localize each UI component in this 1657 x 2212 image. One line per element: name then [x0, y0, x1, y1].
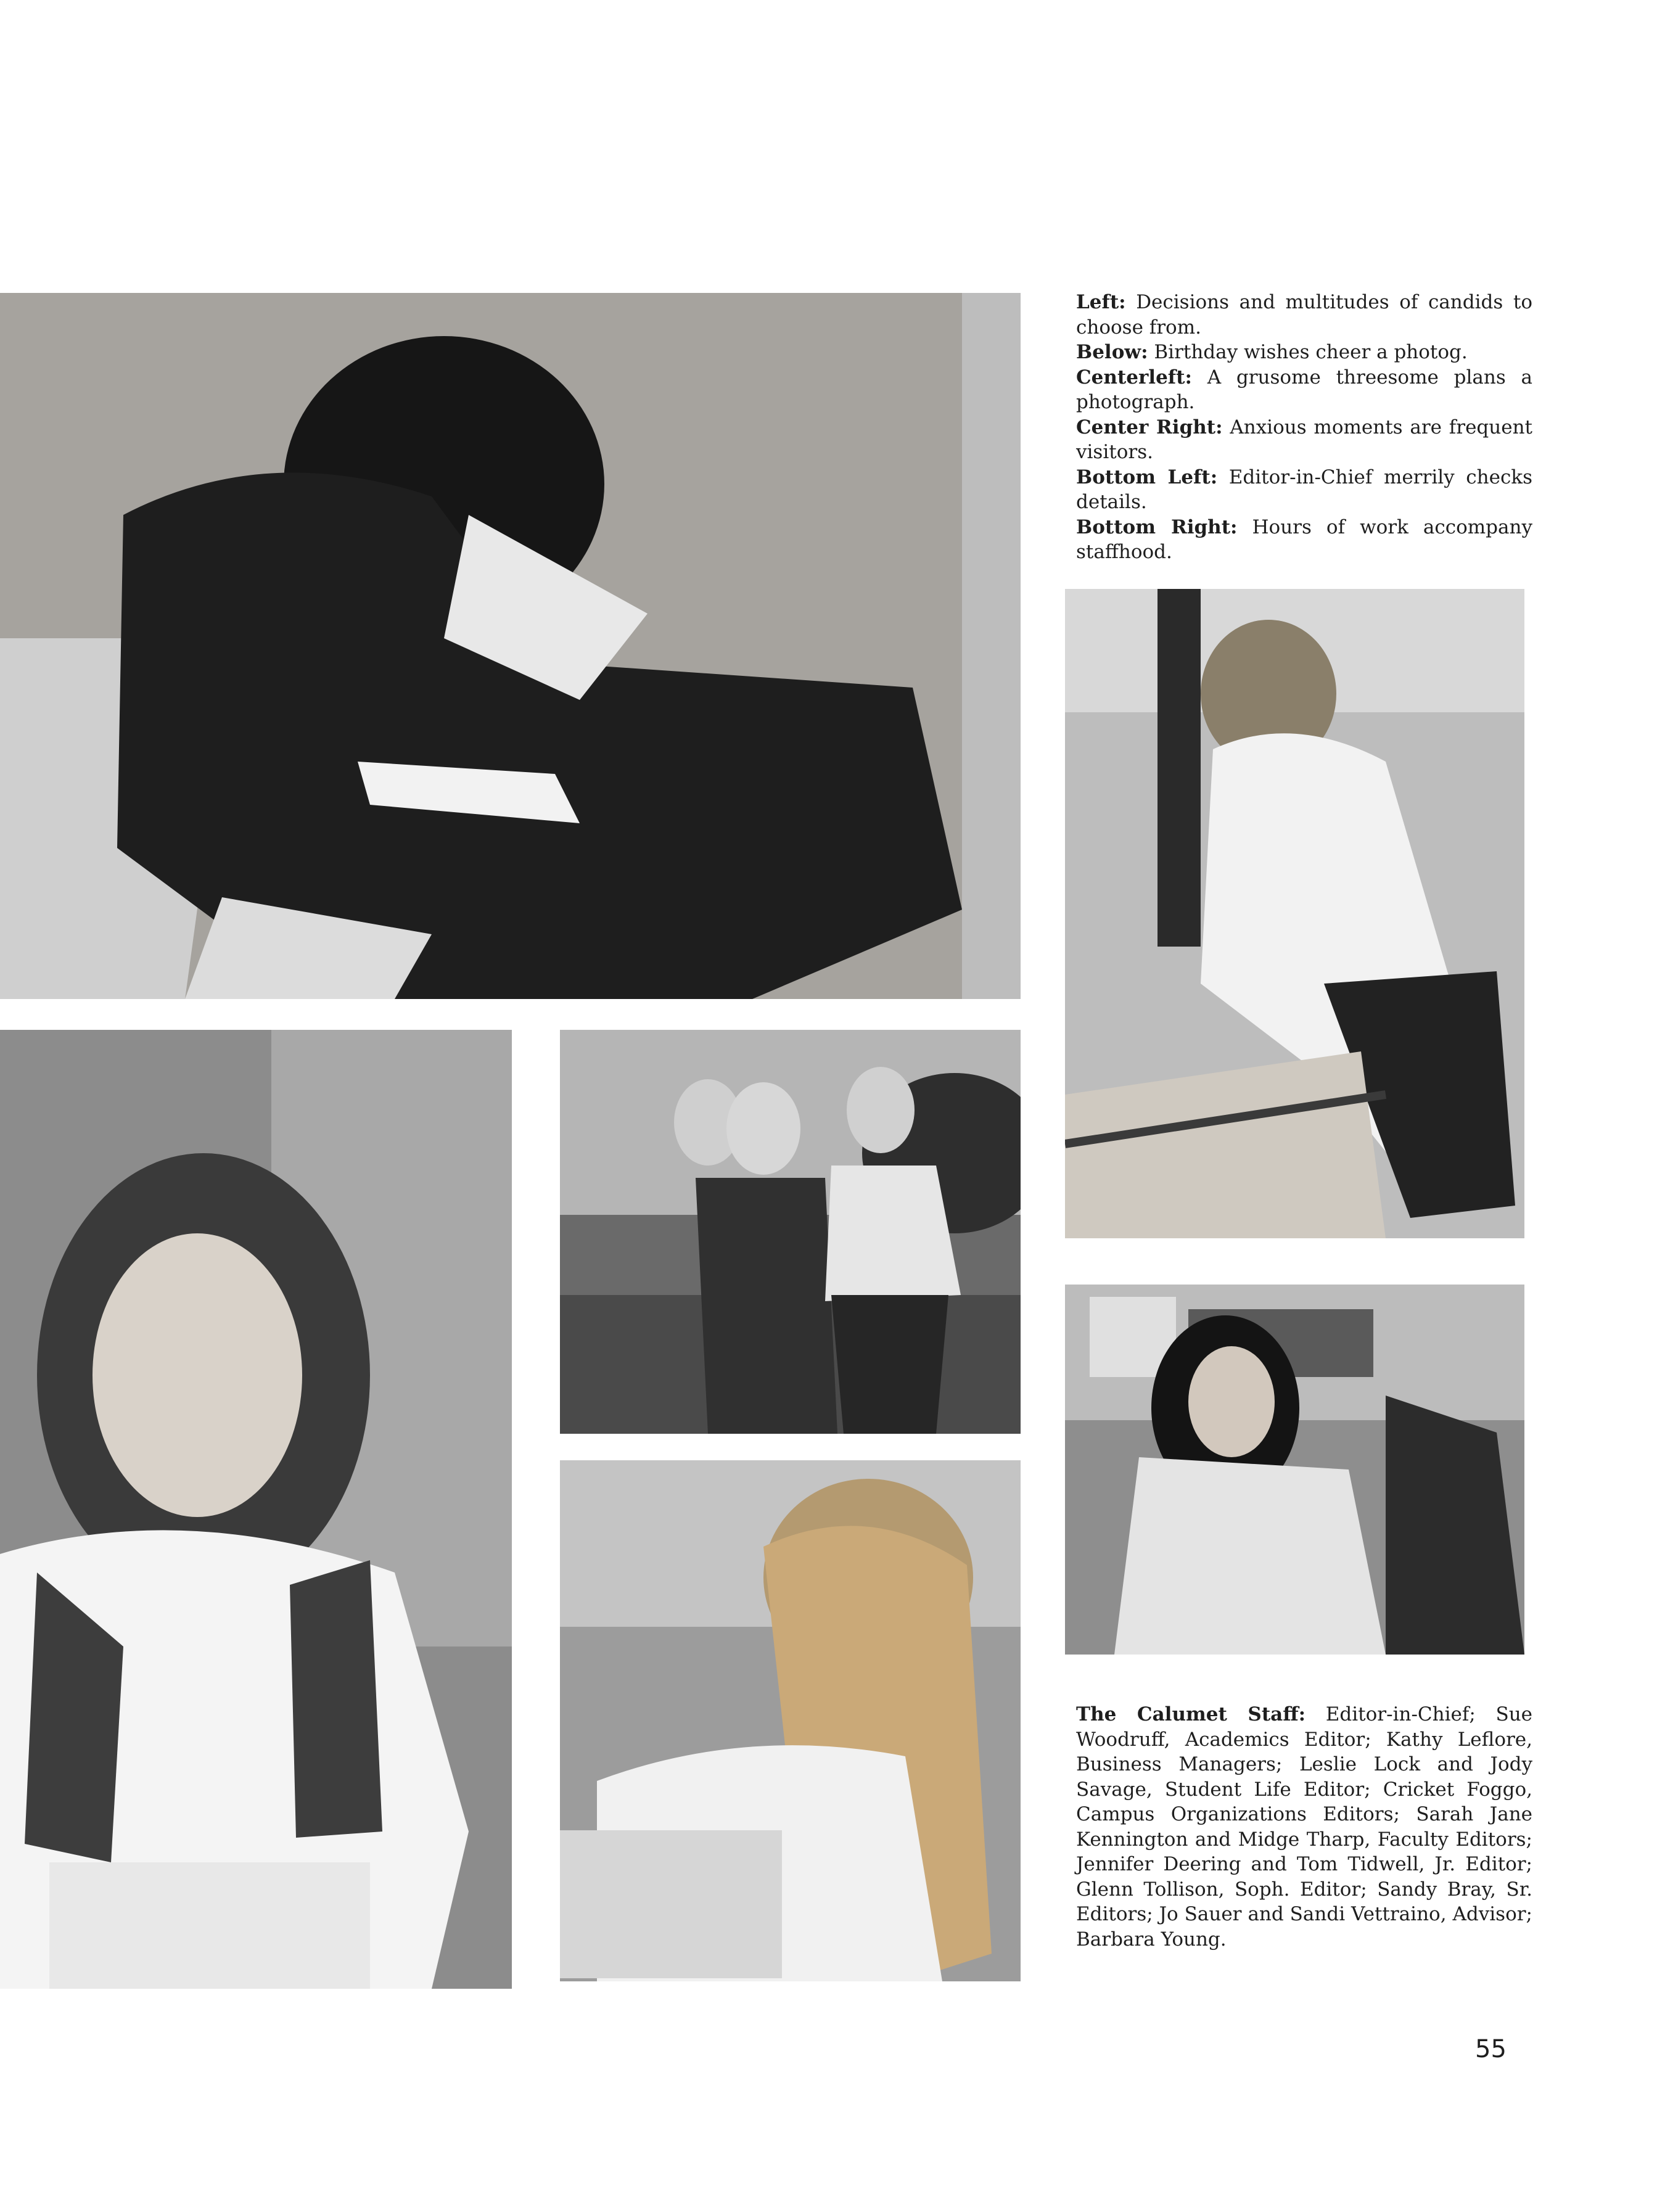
staff-listing: [1076, 1702, 1532, 1952]
staff-label: The Calumet Staff:: [1076, 1703, 1306, 1725]
photo-captions: [1076, 290, 1532, 565]
photo-girl-with-box: [560, 1460, 1021, 1981]
caption-text: Birthday wishes cheer a photog.: [1148, 341, 1468, 363]
caption-label: Bottom Right:: [1076, 516, 1238, 538]
staff-text: Editor-in-Chief; Sue Woodruff, Academics Editor; Kathy Leflore, Business Managers; Leslie Lock and Jody Savage, Student Life Editor; Cricket Foggo, Campus Organizations Editors; Sarah Jane Kennington and Midge Tharp, Faculty Editors; Jennifer Deering and Tom Tidwell, Jr. Editor; Glenn Tollison, Soph. Editor; Sandy Bray, Sr. Editors; Jo Sauer and Sandi Vettraino, Advisor; Barbara Young.: [1076, 1703, 1533, 1951]
caption-center-right: [1076, 415, 1532, 465]
caption-text: A grusome threesome plans a photograph.: [1076, 366, 1532, 413]
photo-editor-in-chief: [1065, 1285, 1524, 1655]
caption-text: Editor-in-Chief merrily checks details.: [1076, 466, 1532, 513]
photo-grusome-threesome: [560, 1030, 1021, 1434]
caption-bottom-right: [1076, 515, 1532, 565]
photo-girl-on-floor: [0, 293, 1021, 999]
caption-text: Hours of work accompany staffhood.: [1076, 516, 1532, 563]
photo-boy-with-package: [1065, 589, 1524, 1238]
caption-bottom-left: [1076, 465, 1532, 515]
caption-centerleft: [1076, 365, 1532, 415]
caption-label: Below:: [1076, 341, 1148, 363]
caption-label: Centerleft:: [1076, 366, 1192, 389]
caption-label: Bottom Left:: [1076, 466, 1218, 488]
caption-text: Anxious moments are frequent visitors.: [1076, 416, 1532, 463]
photo-girl-smiling-at-desk: [0, 1030, 512, 1989]
page-number: 55: [1475, 2035, 1507, 2063]
caption-below: [1076, 340, 1532, 365]
caption-label: Left:: [1076, 291, 1126, 313]
caption-left: [1076, 290, 1532, 340]
caption-label: Center Right:: [1076, 416, 1223, 438]
caption-text: Decisions and multitudes of candids to choose from.: [1076, 291, 1532, 339]
